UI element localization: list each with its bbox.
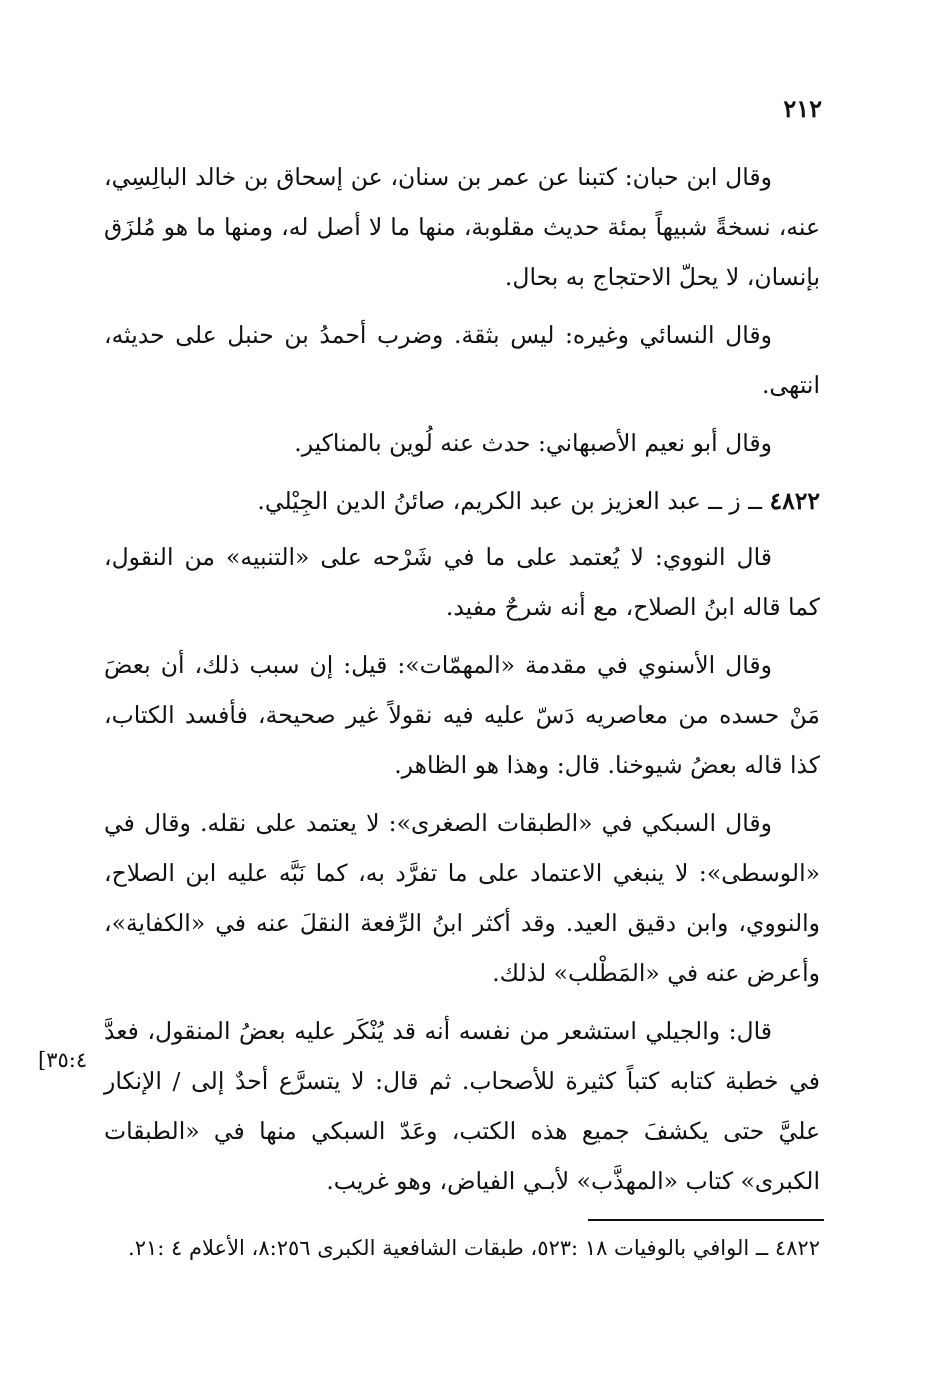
- paragraph-abu-nuaym: وقال أبو نعيم الأصبهاني: حدث عنه لُوين بالمناكير.: [294, 429, 772, 457]
- margin-reference: [٣٥:٤: [38, 1048, 88, 1072]
- entry-heading: [104, 476, 820, 526]
- paragraph-nasai: وقال النسائي وغيره: ليس بثقة. وضرب أحمدُ بن حنبل على حديثه، انتهى.: [104, 321, 820, 399]
- paragraph-ibn-hibban: وقال ابن حبان: كتبنا عن عمر بن سنان، عن إسحاق بن خالد البالِسِي، عنه، نسخةً شبيهاً بمئة حديث مقلوبة، منها ما لا أصل له، ومنها ما هو مُلزَق بإنسان، لا يحلّ الاحتجاج به بحال.: [104, 163, 820, 291]
- main-text: [104, 152, 820, 1214]
- entry-number: ٤٨٢٢: [769, 487, 820, 515]
- paragraph-subki: وقال السبكي في «الطبقات الصغرى»: لا يعتمد على نقله. وقال في «الوسطى»: لا ينبغي الاعتماد على ما تفرَّد به، كما نَبَّه عليه ابن الصلاح، والنووي، وابن دقيق العيد. وقد أكثر ابنُ الرِّفعة النقلَ عنه في «الكفاية»، وأعرض عنه في «المَطْلب» لذلك.: [104, 809, 820, 987]
- footnote: ٤٨٢٢ ــ الوافي بالوفيات ١٨ :٥٢٣، طبقات الشافعية الكبرى ٨:٢٥٦، الأعلام ٤ :٢١.: [128, 1236, 820, 1260]
- paragraph-asnawi: وقال الأسنوي في مقدمة «المهمّات»: قيل: إن سبب ذلك، أن بعضَ مَنْ حسده من معاصريه دَسّ عليه فيه نقولاً غير صحيحة، فأفسد الكتاب، كذا قاله بعضُ شيوخنا. قال: وهذا هو الظاهر.: [104, 651, 820, 779]
- page-number: ٢١٢: [783, 94, 822, 123]
- paragraph-jili: قال: والجيلي استشعر من نفسه أنه قد يُنْكَر عليه بعضُ المنقول، فعدَّ في خطبة كتابه كتباً كثيرة للأصحاب. ثم قال: لا يتسرَّع أحدٌ إلى / الإنكار عليَّ حتى يكشفَ جميع هذه الكتب، وعَدّ السبكي منها في «الطبقات الكبرى» كتاب «المهذَّب» لأبـي الفياض، وهو غريب.: [104, 1017, 820, 1195]
- paragraph-nawawi: قال النووي: لا يُعتمد على ما في شَرْحه على «التنبيه» من النقول، كما قاله ابنُ الصلاح، مع أنه شرحٌ مفيد.: [104, 543, 820, 621]
- footnote-divider: [588, 1219, 824, 1221]
- entry-title: ــ ز ــ عبد العزيز بن عبد الكريم، صائنُ الدين الجِيْلي.: [257, 487, 770, 515]
